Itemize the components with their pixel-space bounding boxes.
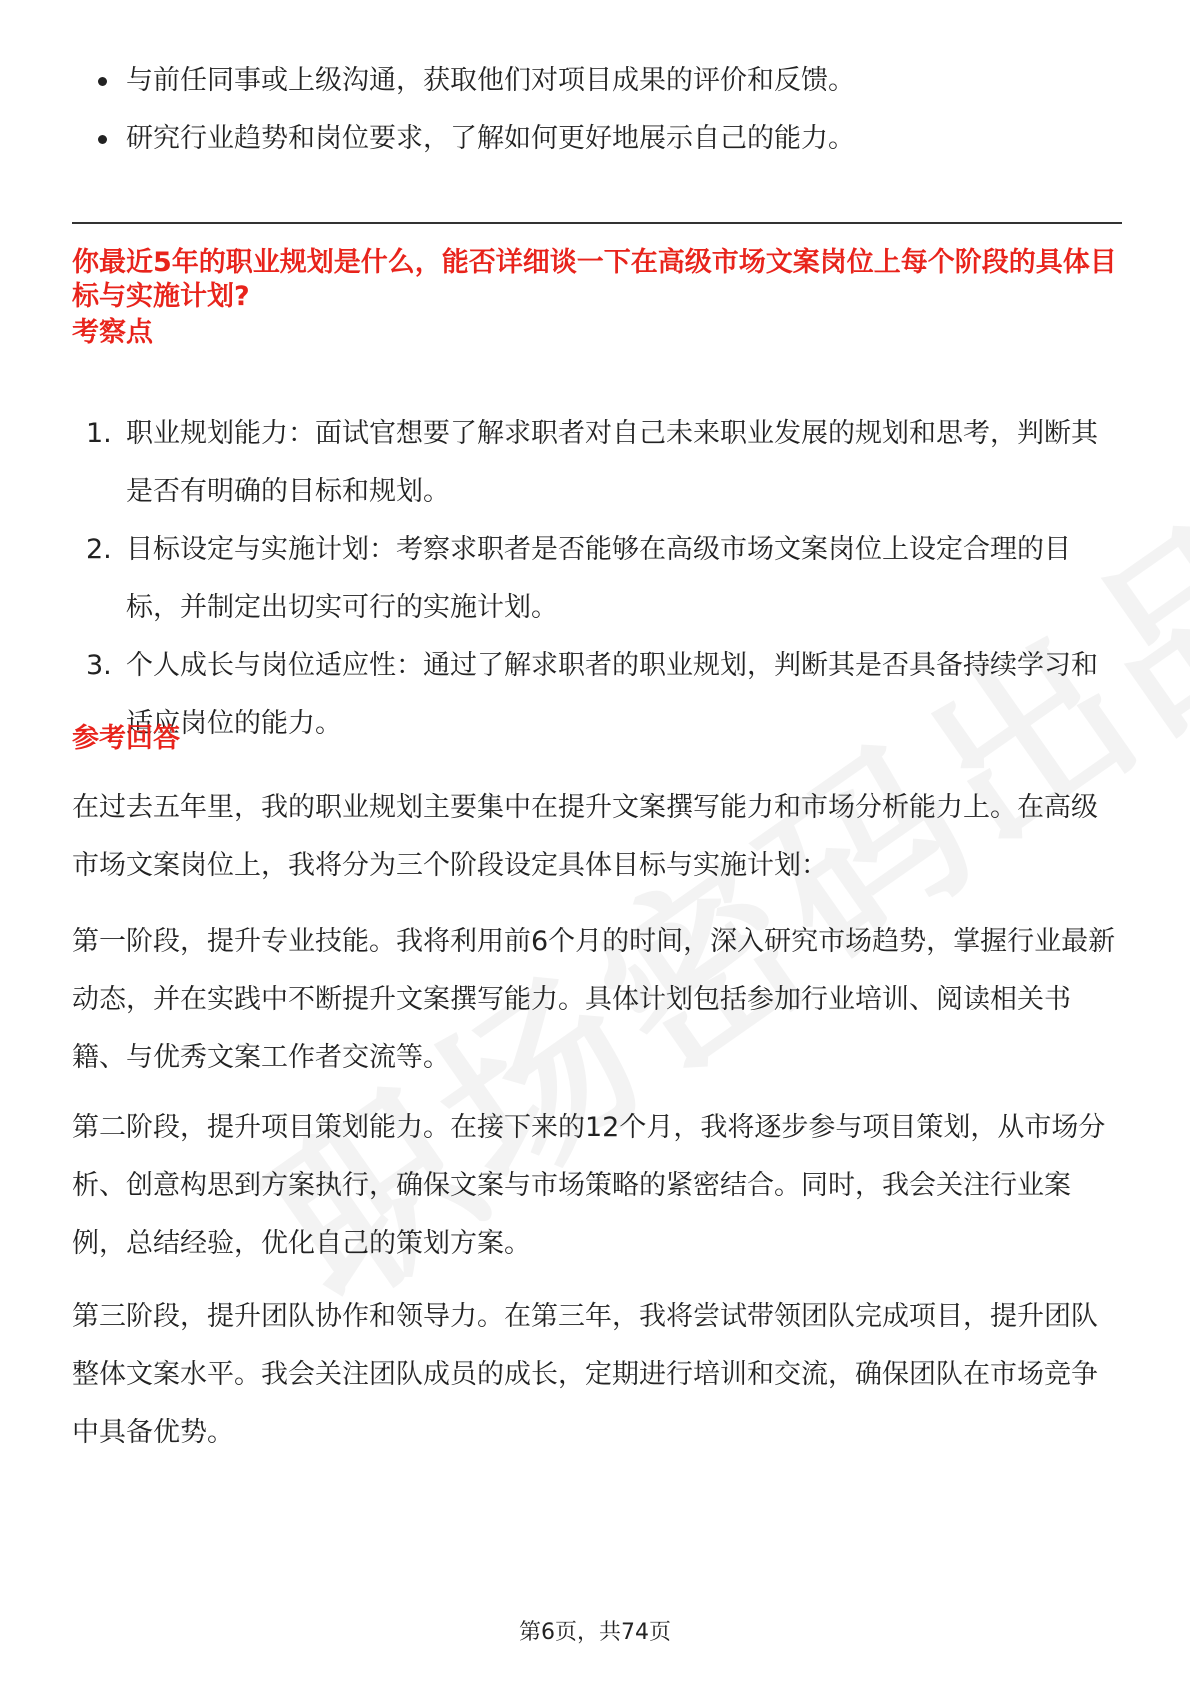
assessment-list [0,405,1190,753]
item-text: 目标设定与实施计划：考察求职者是否能够在高级市场文案岗位上设定合理的目标，并制定出切实可行的实施计划。 [126,534,1071,623]
item-number: 3. [86,650,112,681]
intro-bullet-list [0,52,1190,168]
section-divider [72,222,1122,224]
item-text: 职业规划能力：面试官想要了解求职者对自己未来职业发展的规划和思考，判断其是否有明确的目标和规划。 [126,418,1098,507]
list-item [0,405,1111,521]
bullet-dot-icon [98,135,107,144]
assessment-heading: 考察点 [72,317,153,348]
answer-paragraph: 第一阶段，提升专业技能。我将利用前6个月的时间，深入研究市场趋势，掌握行业最新动态，并在实践中不断提升文案撰写能力。具体计划包括参加行业培训、阅读相关书籍、与优秀文案工作者交流等。 [72,926,1116,1073]
reference-heading: 参考回答 [72,723,180,754]
list-item [0,521,1111,637]
item-number: 1. [86,418,112,449]
list-item [0,52,1190,110]
bullet-dot-icon [98,77,107,86]
answer-paragraph: 在过去五年里，我的职业规划主要集中在提升文案撰写能力和市场分析能力上。在高级市场文案岗位上，我将分为三个阶段设定具体目标与实施计划： [72,792,1098,881]
answer-paragraph: 第三阶段，提升团队协作和领导力。在第三年，我将尝试带领团队完成项目，提升团队整体文案水平。我会关注团队成员的成长，定期进行培训和交流，确保团队在市场竞争中具备优势。 [72,1301,1098,1448]
item-number: 2. [86,534,112,565]
page-number: 第6页，共74页 [519,1620,671,1645]
question-title: 你最近5年的职业规划是什么，能否详细谈一下在高级市场文案岗位上每个阶段的具体目标与实施计划? [72,247,1117,312]
list-item [0,110,1190,168]
bullet-text: 研究行业趋势和岗位要求，了解如何更好地展示自己的能力。 [126,123,855,154]
bullet-text: 与前任同事或上级沟通，获取他们对项目成果的评价和反馈。 [126,65,855,96]
item-text: 个人成长与岗位适应性：通过了解求职者的职业规划，判断其是否具备持续学习和适应岗位的能力。 [126,650,1098,739]
answer-paragraph: 第二阶段，提升项目策划能力。在接下来的12个月，我将逐步参与项目策划，从市场分析、创意构思到方案执行，确保文案与市场策略的紧密结合。同时，我会关注行业案例，总结经验，优化自己的策划方案。 [72,1112,1106,1259]
